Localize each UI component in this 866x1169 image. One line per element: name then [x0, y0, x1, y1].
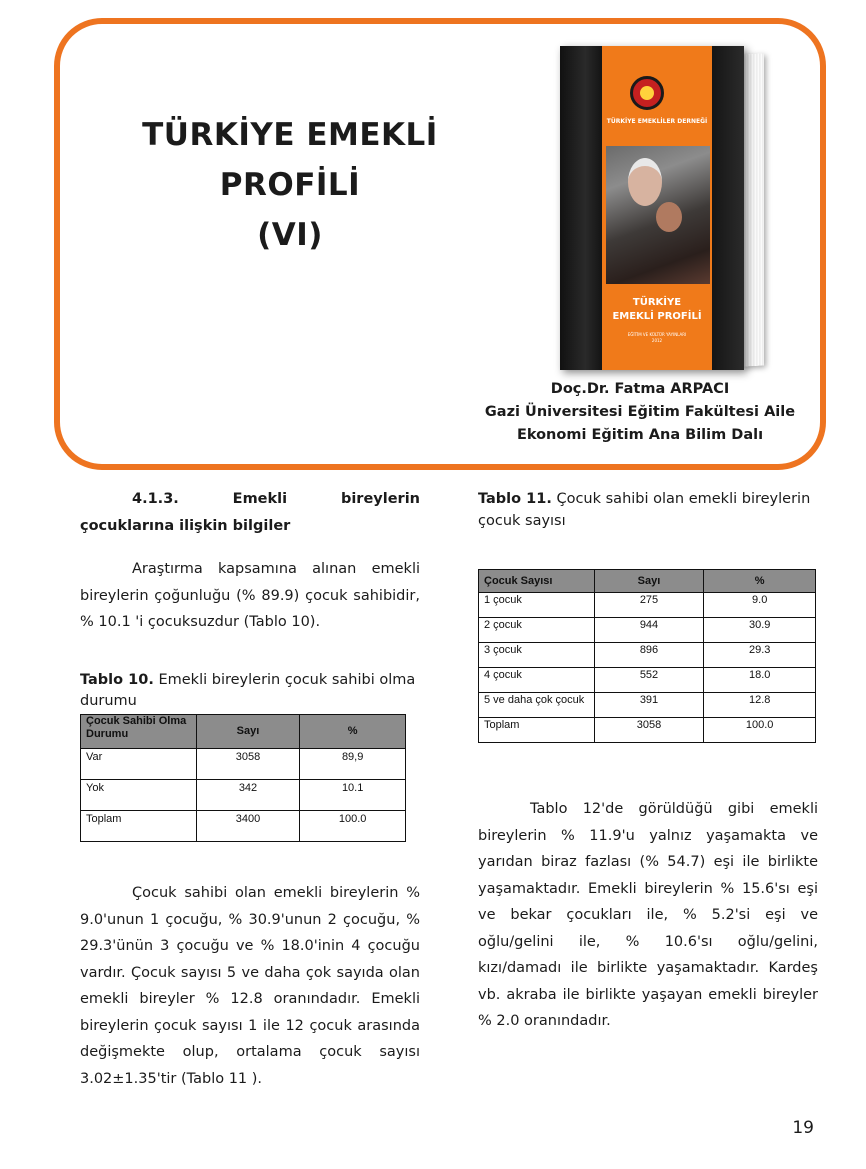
table10-caption-text: Emekli bireylerin çocuk sahibi olma durumu [80, 672, 416, 709]
cover-left-band [560, 46, 602, 370]
section-heading: 4.1.3. Emekli bireylerin çocuklarına ilişkin bilgiler [80, 491, 420, 534]
title-line-1: TÜRKİYE EMEKLİ PROFİLİ [142, 117, 438, 203]
author-affiliation-1: Gazi Üniversitesi Eğitim Fakültesi Aile [484, 404, 796, 420]
cover-right-band [712, 46, 744, 370]
table-row [81, 780, 406, 811]
table-11 [478, 569, 816, 743]
table-row [479, 668, 816, 693]
paragraph-1: Araştırma kapsamına alınan emekli bireylerin çoğunluğu (% 89.9) çocuk sahibidir, % 10.1 'i çocuksuzdur (Tablo 10). [80, 561, 420, 630]
table-cell: 1 çocuk [479, 593, 595, 618]
table-cell: 29.3 [704, 643, 816, 668]
table10-label: Tablo 10. [80, 672, 154, 688]
page-title [80, 110, 500, 260]
book-front-cover [560, 46, 744, 370]
table-cell: Var [81, 749, 197, 780]
cover-photo-elder [628, 158, 662, 206]
cover-title-line-2: EMEKLİ PROFİLİ [612, 311, 702, 322]
table-row [479, 718, 816, 743]
table-header-cell: Sayı [594, 570, 704, 593]
paragraph-2: Çocuk sahibi olan emekli bireylerin % 9.0'unun 1 çocuğu, % 30.9'unun 2 çocuğu, % 29.3'ünün 3 çocuğu ve % 18.0'inin 4 çocuğu vardır. Çocuk sayısı 5 ve daha çok sayıda olan emekli bireyler % 12.8 oranındadır. Emekli bireylerin çocuk sayısı 1 ile 12 çocuk arasında değişmekte olup, ortalama çocuk sayısı 3.02±1.35'tir (Tablo 11 ). [80, 885, 420, 1087]
table-row [81, 749, 406, 780]
table-10 [80, 714, 406, 842]
author-block [470, 378, 810, 447]
table-header-cell: Çocuk Sayısı [479, 570, 595, 593]
table-cell: 4 çocuk [479, 668, 595, 693]
table-row [479, 643, 816, 668]
table-cell: 5 ve daha çok çocuk [479, 693, 595, 718]
book-cover-image [560, 40, 768, 370]
table-cell: 100.0 [300, 811, 406, 842]
table-cell: Toplam [479, 718, 595, 743]
cover-subtitle-text: EĞİTİM VE KÜLTÜR YAYINLARI [627, 332, 687, 337]
cover-photo [606, 146, 710, 284]
cover-photo-child [656, 202, 682, 232]
table-header-cell: % [704, 570, 816, 593]
table-cell: 12.8 [704, 693, 816, 718]
page-number: 19 [792, 1118, 814, 1138]
association-emblem-icon [630, 76, 664, 110]
book-pages [742, 53, 764, 366]
table-cell: 3058 [594, 718, 704, 743]
author-name: Doç.Dr. Fatma ARPACI [550, 381, 730, 397]
table-cell: 18.0 [704, 668, 816, 693]
table-cell: 944 [594, 618, 704, 643]
table-cell: Yok [81, 780, 197, 811]
table-cell: 3 çocuk [479, 643, 595, 668]
cover-title [602, 296, 712, 324]
table-cell: 10.1 [300, 780, 406, 811]
table-cell: 100.0 [704, 718, 816, 743]
table-cell: Toplam [81, 811, 197, 842]
table-cell: 896 [594, 643, 704, 668]
title-line-2: (VI) [257, 217, 323, 253]
cover-subtitle [602, 332, 712, 344]
table-cell: 9.0 [704, 593, 816, 618]
table-header-cell: Sayı [196, 715, 300, 749]
table-row [479, 618, 816, 643]
table-header-row [81, 715, 406, 749]
table-cell: 89,9 [300, 749, 406, 780]
cover-org-name: TÜRKİYE EMEKLİLER DERNEĞİ [606, 118, 708, 125]
cover-title-line-1: TÜRKİYE [632, 297, 682, 308]
table11-label: Tablo 11. [478, 491, 552, 507]
table-row [81, 811, 406, 842]
cover-year: 2012 [651, 338, 663, 343]
table-cell: 2 çocuk [479, 618, 595, 643]
table11-caption [478, 488, 818, 532]
table-header-cell: % [300, 715, 406, 749]
table-cell: 3058 [196, 749, 300, 780]
author-affiliation-2: Ekonomi Eğitim Ana Bilim Dalı [516, 427, 764, 443]
table-cell: 391 [594, 693, 704, 718]
table11-caption-text: Çocuk sahibi olan emekli bireylerin çocuk sayısı [478, 491, 811, 529]
table-header-cell: Çocuk Sahibi Olma Durumu [81, 715, 197, 749]
table-row [479, 593, 816, 618]
table-cell: 275 [594, 593, 704, 618]
paragraph-3: Tablo 12'de görüldüğü gibi emekli bireylerin % 11.9'u yalnız yaşamakta ve yarıdan biraz fazlası (% 54.7) eşi ile birlikte yaşamaktadır. Emekli bireylerin % 15.6'sı eşi ve bekar çocukları ile, % 5.2'si eşi ve oğlu/gelini ile, % 10.6'sı oğlu/gelini, kızı/damadı ile birlikte yaşamaktadır. Kardeş vb. akraba ile birlikte yaşayan emekli bireyler % 2.0 oranındadır. [478, 801, 818, 1029]
table-cell: 30.9 [704, 618, 816, 643]
table-cell: 552 [594, 668, 704, 693]
table-header-row [479, 570, 816, 593]
table-cell: 342 [196, 780, 300, 811]
table10-caption [80, 670, 420, 712]
table-row [479, 693, 816, 718]
table-cell: 3400 [196, 811, 300, 842]
